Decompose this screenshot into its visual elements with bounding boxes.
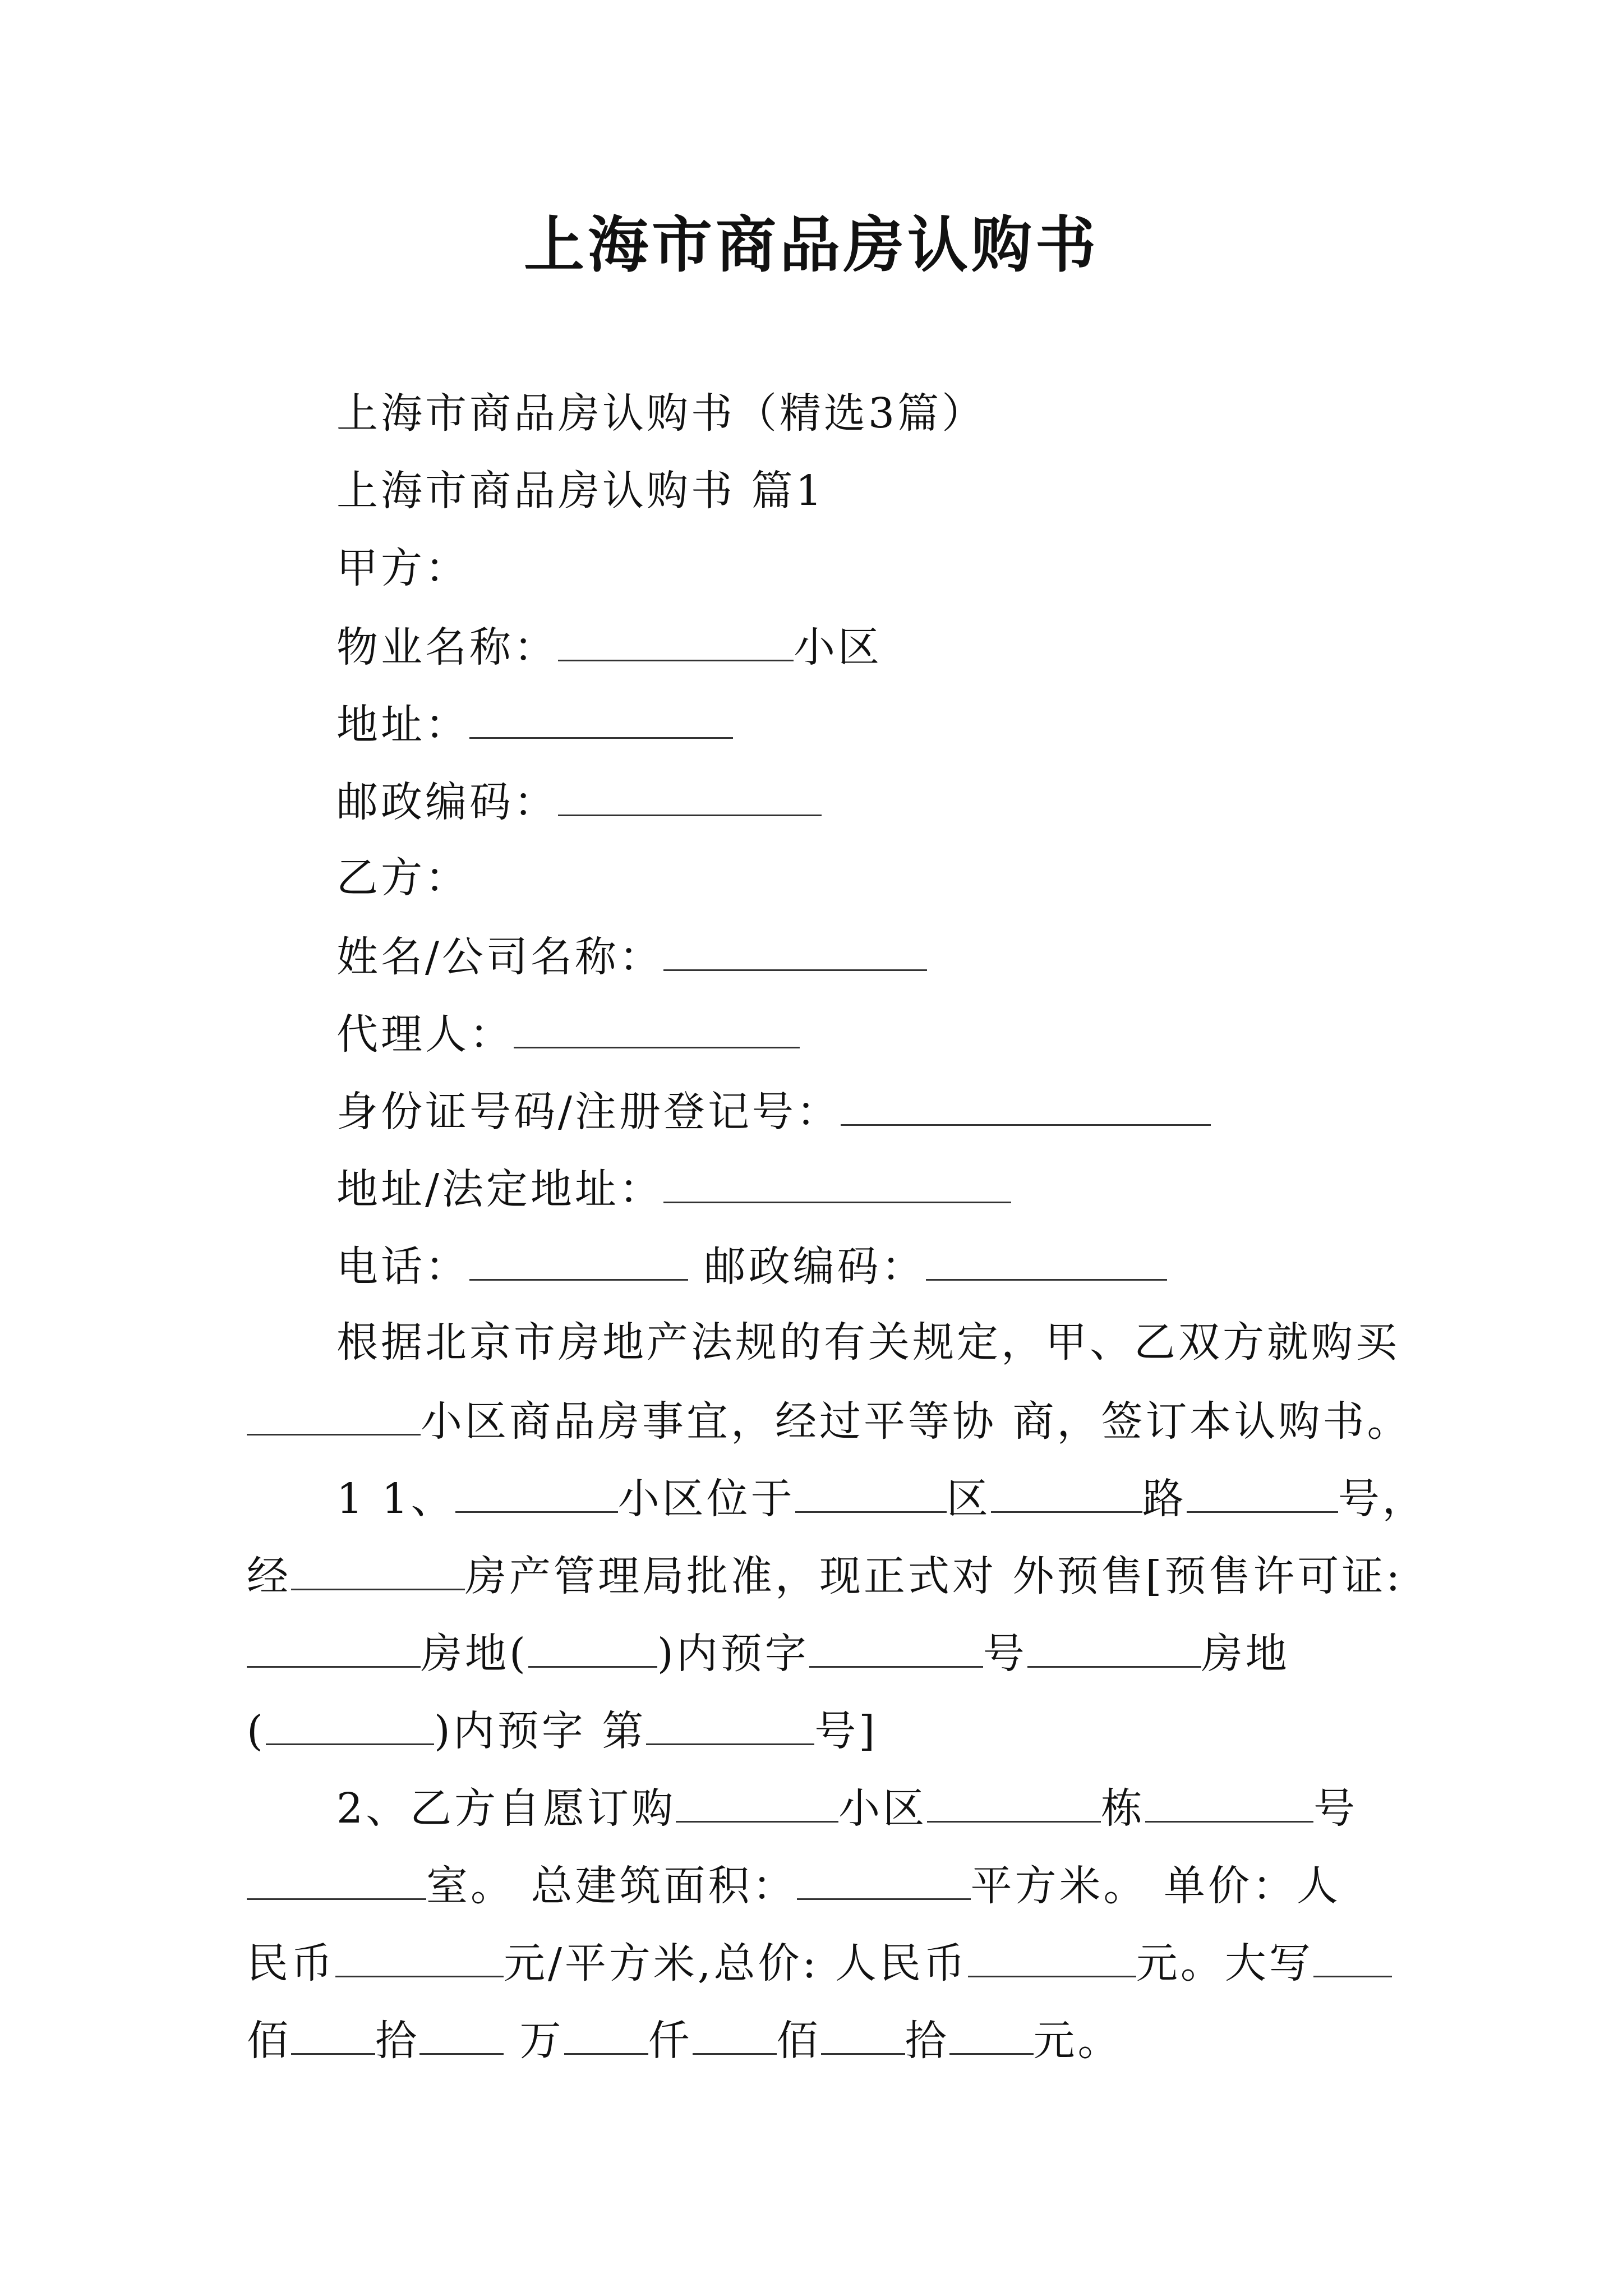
item2-line4-e: 佰 (776, 2017, 821, 2065)
item1-line4-a: ( (247, 1707, 266, 1755)
legal-address-blank (663, 1167, 1011, 1203)
item2-line4-blank-3 (564, 2018, 648, 2055)
postal-code-row (336, 778, 822, 826)
phone-blank (469, 1244, 688, 1281)
heading: 上海市商品房认购书（精选3篇） (336, 389, 986, 438)
item1-line3-b: )内预字 (657, 1630, 809, 1678)
address-blank (469, 702, 733, 739)
item2-line3-a: 民币 (247, 1939, 335, 1987)
address-row (336, 701, 733, 749)
item2-line1-blank-1 (676, 1786, 838, 1823)
item1-text-d: 路 (1142, 1475, 1187, 1523)
item1-line4-b: )内预字 第 (434, 1707, 647, 1755)
item2-line4-a: 佰 (247, 2017, 291, 2065)
item1-line3-c: 号 (983, 1630, 1027, 1678)
item1-blank-3 (991, 1476, 1142, 1513)
item1-text-b: 小区位于 (617, 1475, 795, 1523)
address-label: 地址： (336, 701, 469, 749)
item2-line3 (247, 1939, 1392, 1987)
item1-line1 (336, 1475, 1427, 1523)
item2-line3-blank-2 (968, 1941, 1136, 1977)
id-number-row (336, 1088, 1211, 1136)
para1-line2 (247, 1397, 1412, 1446)
item1-line3 (247, 1630, 1290, 1678)
item1-line4-blank-2 (646, 1709, 814, 1745)
legal-address-row (336, 1165, 1011, 1213)
name-company-blank (663, 935, 927, 971)
item1-line3-d: 房地 (1201, 1630, 1290, 1678)
item2-line1-d: 号 (1313, 1784, 1358, 1833)
item2-line4-blank-1 (291, 2018, 375, 2055)
item2-line3-blank-1 (335, 1941, 504, 1977)
item2-line3-c: 元。大写 (1136, 1939, 1313, 1987)
item2-line1-b: 小区 (838, 1784, 928, 1833)
para1-line2-text: 小区商品房事宜，经过平等协 商，签订本认购书。 (421, 1397, 1412, 1446)
agent-label: 代理人： (336, 1010, 514, 1059)
document-title: 上海市商品房认购书 (523, 210, 1099, 280)
item2-line4 (247, 2017, 1122, 2065)
agent-row (336, 1010, 800, 1059)
item2-line4-blank-2 (419, 2018, 504, 2055)
item1-line3-blank-2 (528, 1631, 657, 1668)
subheading: 上海市商品房认购书 篇1 (336, 467, 825, 515)
property-name-row (336, 623, 882, 671)
id-number-blank (841, 1089, 1211, 1126)
item1-line2 (247, 1552, 1403, 1600)
property-name-label: 物业名称： (336, 623, 558, 671)
item2-line4-blank-4 (693, 2018, 777, 2055)
item1-line4-blank-1 (266, 1709, 434, 1745)
id-number-label: 身份证号码/注册登记号： (336, 1088, 841, 1136)
item1-text-c: 区 (946, 1475, 991, 1523)
item1-line3-blank-1 (247, 1631, 421, 1668)
item2-line1-a: 2、乙方自愿订购 (336, 1784, 676, 1833)
item2-line4-blank-6 (949, 2018, 1034, 2055)
agent-blank (514, 1012, 800, 1048)
phone-label: 电话： (336, 1243, 469, 1291)
phone-postal-label: 邮政编码： (704, 1243, 926, 1291)
item1-line3-blank-4 (1027, 1631, 1201, 1668)
item2-line3-b: 元/平方米,总价: 人民币 (504, 1939, 968, 1987)
phone-row (336, 1243, 1167, 1291)
item1-line4-c: 号] (814, 1707, 878, 1755)
item2-line4-b: 拾 (375, 2017, 419, 2065)
item2-line2-b: 平方米。 单价：人 (970, 1862, 1341, 1910)
name-company-row (336, 933, 927, 981)
item2-line2 (247, 1862, 1341, 1910)
item1-line2-blank (291, 1554, 465, 1590)
item1-text-e: 号， (1338, 1475, 1427, 1523)
item2-line3-blank-3 (1313, 1941, 1392, 1977)
name-company-label: 姓名/公司名称： (336, 933, 663, 981)
item1-line3-blank-3 (809, 1631, 983, 1668)
item1-blank-2 (795, 1476, 947, 1513)
item2-line1-blank-2 (927, 1786, 1101, 1823)
item2-line2-blank-1 (247, 1864, 426, 1900)
item2-line2-blank-2 (797, 1864, 971, 1900)
para1-blank (247, 1399, 421, 1435)
phone-postal-blank (926, 1244, 1167, 1281)
item2-line1 (336, 1784, 1358, 1833)
item1-blank-1 (455, 1476, 618, 1513)
para1-line1: 根据北京市房地产法规的有关规定，甲、乙双方就购买 (336, 1318, 1400, 1366)
item1-line2-b: 房产管理局批准，现正式对 外预售[预售许可证: (465, 1552, 1403, 1600)
item2-line4-g: 元。 (1033, 2017, 1122, 2065)
legal-address-label: 地址/法定地址： (336, 1165, 663, 1213)
item2-line1-c: 栋 (1101, 1784, 1146, 1833)
item2-line4-d: 仟 (648, 2017, 693, 2065)
item2-line2-a: 室。 总建筑面积： (426, 1862, 797, 1910)
party-a-label: 甲方： (336, 544, 469, 592)
postal-code-label: 邮政编码： (336, 778, 558, 826)
item2-line4-blank-5 (821, 2018, 905, 2055)
property-name-blank (558, 625, 794, 661)
item1-blank-4 (1187, 1476, 1338, 1513)
item2-line4-f: 拾 (905, 2017, 949, 2065)
party-b-label: 乙方： (336, 854, 469, 902)
item1-line2-a: 经 (247, 1552, 291, 1600)
postal-code-blank (558, 780, 822, 816)
item1-line4 (247, 1707, 878, 1755)
item2-line4-c: 万 (519, 2017, 564, 2065)
item2-line1-blank-3 (1145, 1786, 1313, 1823)
property-name-suffix: 小区 (794, 623, 882, 671)
item1-line3-a: 房地( (421, 1630, 528, 1678)
item1-number: 1 1、 (336, 1475, 455, 1523)
